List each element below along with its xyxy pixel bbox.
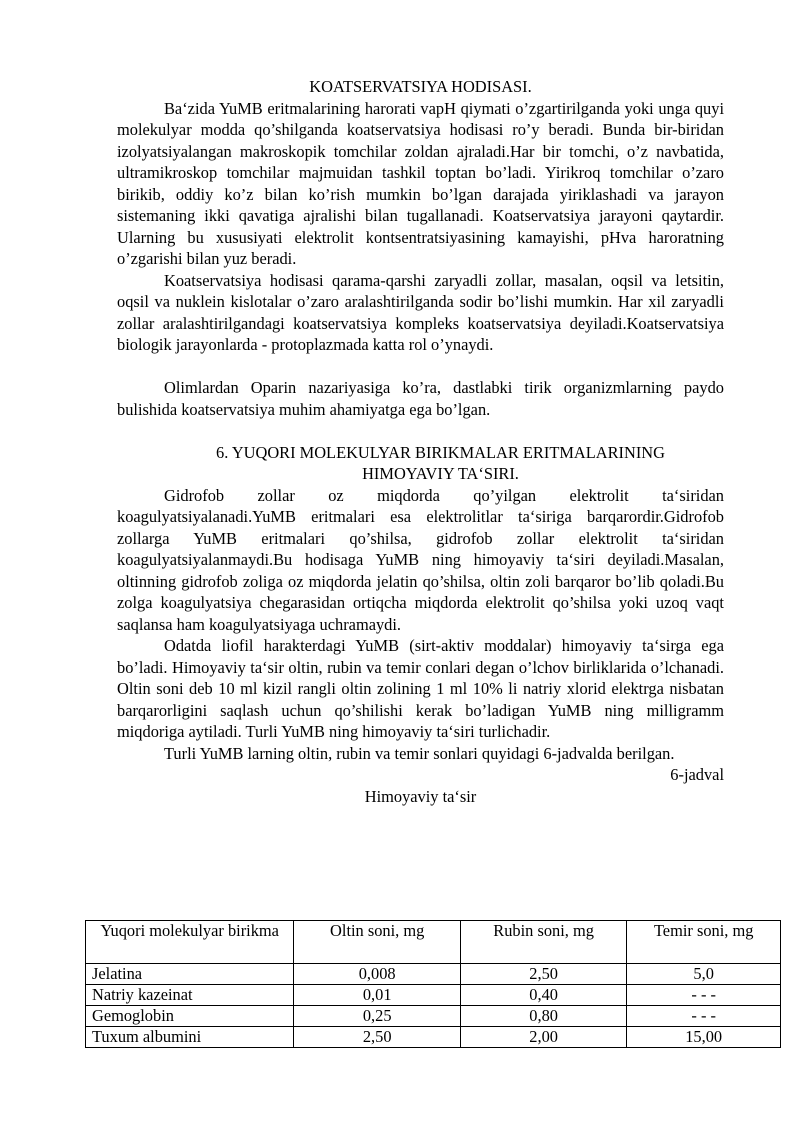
paragraph: Gidrofob zollar oz miqdorda qo’yilgan elektrolit ta‘siridan koagulyatsiyalanadi.YuMB eritmalari esa elektrolitlar ta‘siriga barqarordir.Gidrofob zollarga YuMB eritmalari qo’shilsa, gidrofob zollar elektrolit ta‘siridan koagulyatsiyalanmaydi.Bu hodisaga YuMB ning himoyaviy ta‘siri deyiladi.Masalan, oltinning gidrofob zoliga oz miqdorda jelatin qo’shilsa, oltin zoli barqaror bo’lib qoladi.Bu zolga koagulyatsiya chegarasidan ortiqcha miqdorda elektrolit qo’shilsa yoki uzoq vaqt saqlansa ham koagulyatsiyaga uchramaydi. [117,485,724,634]
paragraph: Turli YuMB larning oltin, rubin va temir sonlari quyidagi 6-jadvalda berilgan. [164,743,675,763]
paragraph: Olimlardan Oparin nazariyasiga ko’ra, dastlabki tirik organizmlarning paydo bulishida koatservatsiya muhim ahamiyatga ega bo’lgan. [117,378,724,419]
table-cell: - - - [627,985,781,1006]
section-heading-line-2: HIMOYAVIY TA‘SIRI. [362,464,519,483]
table-caption: Himoyaviy ta‘sir [364,786,477,806]
table-number: 6-jadval [670,765,724,784]
table-cell: 15,00 [627,1027,781,1048]
paragraph: Ba‘zida YuMB eritmalarining harorati vapH qiymati o’zgartirilganda yoki unga quyi molekulyar modda qo’shilganda koatservatsiya hodisasi ro’y beradi. Bunda bir-biridan izolyatsiyalangan makroskopik tomchilar zoldan ajraladi.Har bir tomchi, o’z navbatida, ultramikroskop tomchilar majmuidan tashkil toptan bo’ladi. Yirikroq tomchilar o’zaro birikib, oddiy ko’z bilan ko’rish mumkin bo’lgan darajada yiriklashadi va jarayon sistemaning ikki qavatiga ajralishi bilan tugallanadi. Koatservatsiya jarayoni qaytardir. Ularning bu xususiyati elektrolit kontsentratsiyasining kamayishi, pHva haroratning o’zgarishi bilan yuz beradi. [117,98,724,268]
document-body [117,76,724,804]
table-cell: Natriy kazeinat [86,985,294,1006]
table-header-cell: Rubin soni, mg [460,921,626,964]
table-cell: 2,50 [460,964,626,985]
table-cell: 0,01 [294,985,460,1006]
table-cell: 5,0 [627,964,781,985]
table-row [86,1006,781,1027]
paragraph: Odatda liofil harakterdagi YuMB (sirt-aktiv moddalar) himoyaviy ta‘sirga ega bo’ladi. Himoyaviy ta‘sir oltin, rubin va temir conlari degan o’lchov birliklarida o’lchanadi. Oltin soni deb 10 ml kizil rangli oltin zolining 1 ml 10% li natriy xlorid elektrga nisbatan barqarorligini saqlash uchun qo’shilishi kerak bo’ladigan YuMB ning milligramm miqdoriga aytiladi. Turli YuMB ning himoyaviy ta‘siri turlichadir. [117,636,724,741]
table-row [86,1027,781,1048]
table-cell: Jelatina [86,964,294,985]
table-header-cell: Oltin soni, mg [294,921,460,964]
table-cell: 0,80 [460,1006,626,1027]
section-heading-line-1: 6. YUQORI MOLEKULYAR BIRIKMALAR ERITMALARINING [216,442,665,462]
section-title: KOATSERVATSIYA HODISASI. [309,77,532,96]
table-cell: 0,008 [294,964,460,985]
table-cell: 2,50 [294,1027,460,1048]
table-cell: 0,25 [294,1006,460,1027]
paragraph: Koatservatsiya hodisasi qarama-qarshi zaryadli zollar, masalan, oqsil va letsitin, oqsil va nuklein kislotalar o’zaro aralashtirilganda sodir bo’lishi mumkin. Har xil zaryadli zollar aralashtirilgandagi koatservatsiya kompleks koatservatsiya deyiladi.Koatservatsiya biologik jarayonlarda - protoplazmada katta rol o’ynaydi. [117,270,724,354]
blank-line [117,356,724,378]
table-cell: Tuxum albumini [86,1027,294,1048]
section-heading [157,442,724,485]
table-header-cell: Yuqori molekulyar birikma [86,921,294,964]
protective-effect-table [85,920,781,1048]
table-header-row [86,921,781,964]
blank-line [117,420,724,442]
table-cell: Gemoglobin [86,1006,294,1027]
table-cell: - - - [627,1006,781,1027]
table-row [86,985,781,1006]
table-row [86,964,781,985]
table-cell: 2,00 [460,1027,626,1048]
table-header-cell: Temir soni, mg [627,921,781,964]
table-cell: 0,40 [460,985,626,1006]
